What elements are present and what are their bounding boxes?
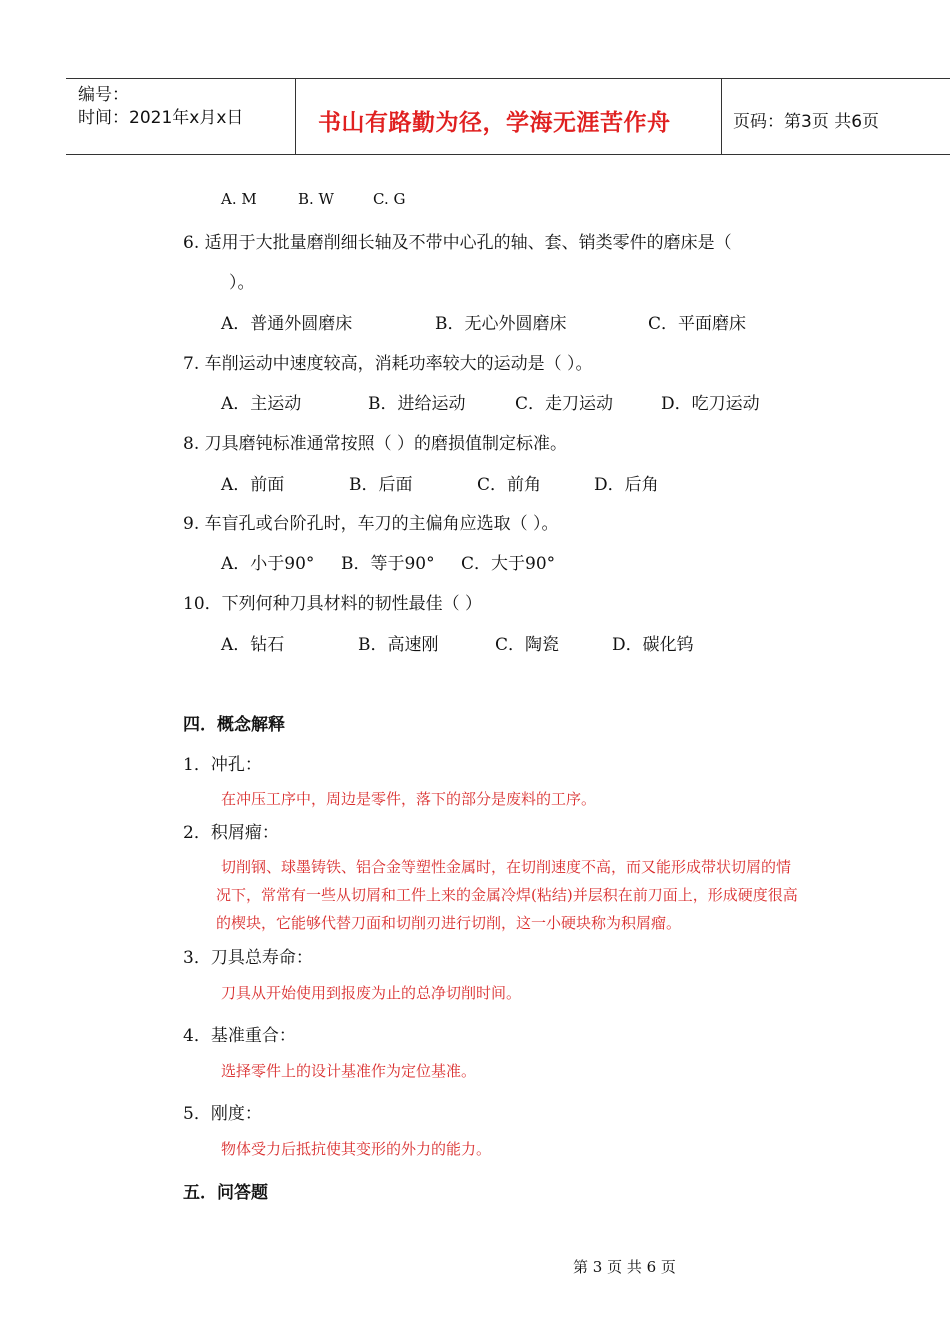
concept-5-term: 5．刚度： bbox=[183, 1104, 262, 1124]
concept-2-answer-line-3: 的楔块，它能够代替刀面和切削刃进行切削，这一小硬块称为积屑瘤。 bbox=[216, 914, 682, 932]
header-divider-right bbox=[721, 78, 722, 155]
concept-1-answer: 在冲压工序中，周边是零件，落下的部分是废料的工序。 bbox=[221, 790, 597, 808]
q5-option-b: B. W bbox=[298, 190, 334, 208]
question-10-option-d: D．碳化钨 bbox=[612, 635, 694, 655]
section-4-title: 四．概念解释 bbox=[183, 715, 285, 735]
page-footer: 第 3 页 共 6 页 bbox=[573, 1258, 676, 1276]
header-divider-left bbox=[295, 78, 296, 155]
question-9-option-a: A．小于90° bbox=[221, 554, 315, 574]
document-date: 时间：2021年x月x日 bbox=[78, 108, 244, 128]
concept-2-term: 2．积屑瘤： bbox=[183, 823, 279, 843]
question-6-option-b: B．无心外圆磨床 bbox=[435, 314, 567, 334]
header-bottom-border bbox=[66, 154, 950, 155]
q5-option-a: A. M bbox=[221, 190, 257, 208]
question-10-option-c: C．陶瓷 bbox=[495, 635, 560, 655]
question-7-option-a: A．主运动 bbox=[221, 394, 302, 414]
concept-2-answer-line-2: 况下，常常有一些从切屑和工件上来的金属冷焊(粘结)并层积在前刀面上，形成硬度很高 bbox=[216, 886, 798, 904]
question-7-text: 7. 车削运动中速度较高，消耗功率较大的运动是（ ）。 bbox=[183, 354, 593, 374]
question-9-text: 9. 车盲孔或台阶孔时，车刀的主偏角应选取（ ）。 bbox=[183, 514, 559, 534]
concept-4-answer: 选择零件上的设计基准作为定位基准。 bbox=[221, 1062, 477, 1080]
question-7-option-d: D．吃刀运动 bbox=[661, 394, 760, 414]
concept-1-term: 1．冲孔： bbox=[183, 755, 262, 775]
question-10-option-b: B．高速刚 bbox=[358, 635, 439, 655]
section-5-title: 五．问答题 bbox=[183, 1183, 268, 1203]
question-10-text: 10．下列何种刀具材料的韧性最佳（ ） bbox=[183, 594, 483, 614]
question-8-text: 8. 刀具磨钝标准通常按照（ ）的磨损值制定标准。 bbox=[183, 434, 568, 454]
question-10-option-a: A．钻石 bbox=[221, 635, 285, 655]
question-7-option-c: C．走刀运动 bbox=[515, 394, 614, 414]
question-9-option-b: B．等于90° bbox=[341, 554, 435, 574]
question-7-option-b: B．进给运动 bbox=[368, 394, 466, 414]
question-8-option-a: A．前面 bbox=[221, 475, 285, 495]
question-9-option-c: C．大于90° bbox=[461, 554, 556, 574]
concept-2-answer-line-1: 切削钢、球墨铸铁、铝合金等塑性金属时，在切削速度不高，而又能形成带状切屑的情 bbox=[221, 858, 792, 876]
question-6-continuation: ）。 bbox=[229, 273, 255, 293]
document-number-label: 编号： bbox=[78, 85, 129, 105]
question-6-option-c: C．平面磨床 bbox=[648, 314, 747, 334]
concept-5-answer: 物体受力后抵抗使其变形的外力的能力。 bbox=[221, 1140, 492, 1158]
concept-3-term: 3．刀具总寿命： bbox=[183, 948, 313, 968]
header-motto: 书山有路勤为径，学海无涯苦作舟 bbox=[318, 110, 671, 136]
q5-option-c: C. G bbox=[373, 190, 406, 208]
header-top-border bbox=[66, 78, 950, 79]
question-6-option-a: A．普通外圆磨床 bbox=[221, 314, 353, 334]
page-info: 页码：第3页 共6页 bbox=[733, 112, 880, 132]
concept-3-answer: 刀具从开始使用到报废为止的总净切削时间。 bbox=[221, 984, 522, 1002]
question-6-text: 6. 适用于大批量磨削细长轴及不带中心孔的轴、套、销类零件的磨床是（ bbox=[183, 233, 732, 253]
concept-4-term: 4．基准重合： bbox=[183, 1026, 296, 1046]
question-8-option-b: B．后面 bbox=[349, 475, 413, 495]
question-8-option-d: D．后角 bbox=[594, 475, 659, 495]
question-8-option-c: C．前角 bbox=[477, 475, 542, 495]
